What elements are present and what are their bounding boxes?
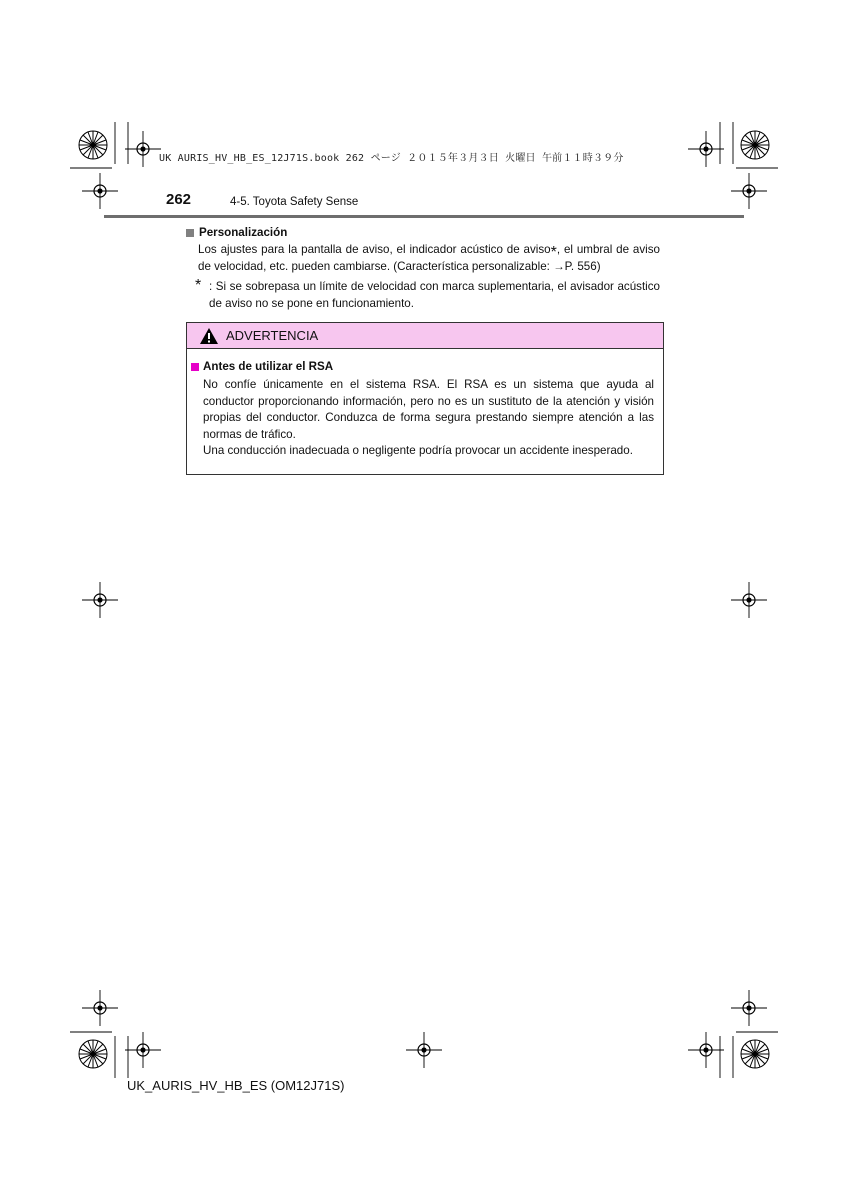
registration-mark-bottom-right (688, 990, 778, 1078)
magenta-square-bullet-icon (191, 363, 199, 371)
asterisk-marker: * (550, 244, 557, 261)
section-title: 4-5. Toyota Safety Sense (230, 196, 359, 208)
warning-subheading-text: Antes de utilizar el RSA (203, 360, 334, 373)
warning-paragraph-1: No confíe únicamente en el sistema RSA. El RSA es un sistema que ayuda al conductor proporcionando información, pero no es un sustituto de la atención y visión propias del conductor. Conduzca de forma segura prestando siempre atención a las normas de tráfico. (203, 378, 654, 441)
header-rule (104, 215, 744, 218)
personalization-heading (186, 226, 287, 239)
warning-box (186, 322, 664, 475)
personalization-body (198, 242, 660, 275)
registration-mark-top-right (688, 122, 778, 209)
registration-mark-bottom-center (406, 1032, 442, 1068)
registration-mark-middle-left (82, 582, 118, 618)
personalization-text-2: , el umbral de aviso de velocidad, etc. pueden cambiarse. (Característica personalizable: →P. 556) (198, 243, 660, 273)
print-slug: UK AURIS_HV_HB_ES_12J71S.book 262 ページ ２０１５年３月３日 火曜日 午前１１時３９分 (159, 153, 624, 164)
personalization-text-1: Los ajustes para la pantalla de aviso, el indicador acústico de aviso (198, 243, 551, 256)
registration-mark-top-left (70, 122, 161, 209)
warning-title: ADVERTENCIA (226, 328, 319, 343)
warning-triangle-icon (199, 327, 219, 345)
page-number: 262 (166, 191, 192, 208)
warning-header (187, 323, 663, 349)
footnote-text: : Si se sobrepasa un límite de velocidad con marca suplementaria, el avisador acústico de aviso no se pone en funcionamiento. (209, 280, 660, 310)
footer-code: UK_AURIS_HV_HB_ES (OM12J71S) (127, 1078, 345, 1093)
warning-subheading (191, 360, 333, 373)
footnote-asterisk: * (195, 277, 202, 294)
personalization-heading-text: Personalización (199, 226, 288, 239)
registration-mark-bottom-left (70, 990, 161, 1078)
warning-paragraph-2: Una conducción inadecuada o negligente podría provocar un accidente inesperado. (203, 444, 633, 457)
registration-mark-middle-right (731, 582, 767, 618)
square-bullet-icon (186, 229, 194, 237)
